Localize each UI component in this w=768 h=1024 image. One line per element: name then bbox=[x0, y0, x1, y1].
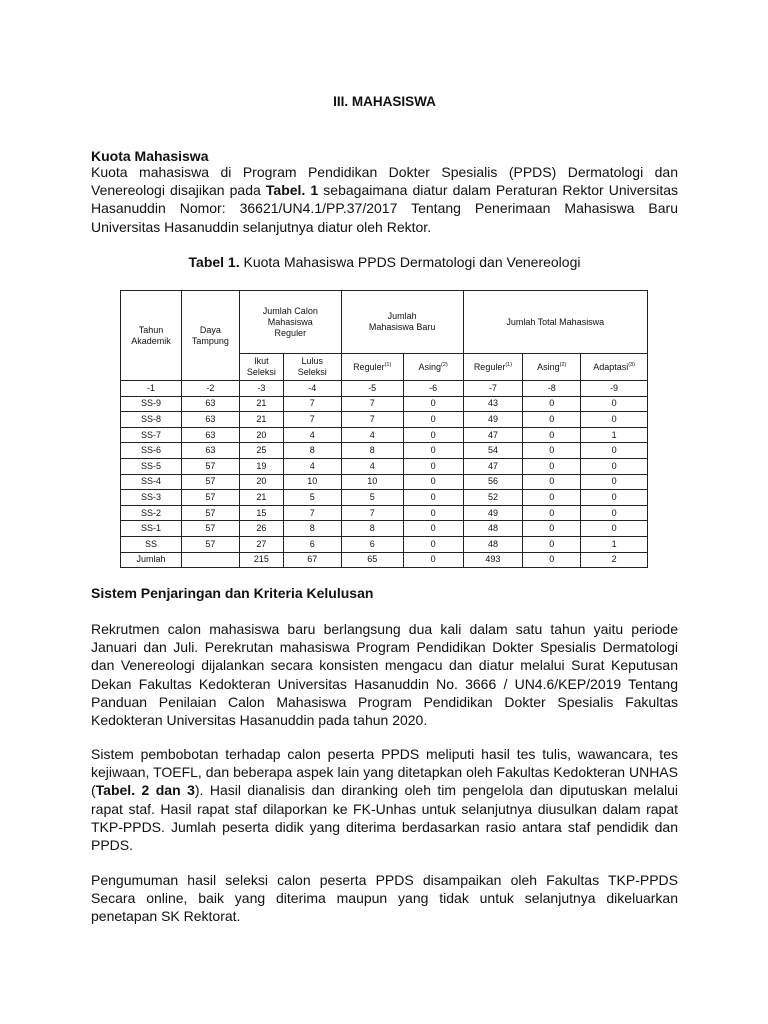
table-row bbox=[121, 490, 648, 506]
table-cell: 63 bbox=[181, 443, 239, 459]
table-cell: 49 bbox=[463, 412, 523, 428]
header-ikut-seleksi: Ikut Seleksi bbox=[239, 354, 283, 381]
table-cell: 0 bbox=[403, 474, 463, 490]
table-cell: 7 bbox=[283, 412, 341, 428]
table-cell: 19 bbox=[239, 458, 283, 474]
table-row bbox=[121, 412, 648, 428]
table-row bbox=[121, 396, 648, 412]
table-cell: 0 bbox=[523, 427, 581, 443]
table-cell: 65 bbox=[341, 552, 403, 568]
table-cell: 6 bbox=[341, 536, 403, 552]
section-title: III. MAHASISWA bbox=[333, 94, 436, 109]
table-cell: 0 bbox=[523, 396, 581, 412]
table-cell: 0 bbox=[403, 412, 463, 428]
table-cell: 63 bbox=[181, 396, 239, 412]
table-cell: 15 bbox=[239, 505, 283, 521]
table-cell: 493 bbox=[463, 552, 523, 568]
table-row bbox=[121, 474, 648, 490]
table-cell: 0 bbox=[403, 458, 463, 474]
table-cell: 0 bbox=[403, 396, 463, 412]
table-row bbox=[121, 381, 648, 397]
table-cell: 57 bbox=[181, 490, 239, 506]
table-cell: 20 bbox=[239, 427, 283, 443]
table-cell: 0 bbox=[523, 474, 581, 490]
table-cell: SS bbox=[121, 536, 182, 552]
table-cell: 0 bbox=[523, 521, 581, 537]
table-cell: 1 bbox=[581, 427, 648, 443]
table-cell: 10 bbox=[283, 474, 341, 490]
table-cell: 0 bbox=[581, 412, 648, 428]
table-cell: -6 bbox=[403, 381, 463, 397]
table-cell: 7 bbox=[341, 396, 403, 412]
header-jumlah-baru: Jumlah Mahasiswa Baru bbox=[341, 291, 463, 354]
header-jumlah-calon: Jumlah Calon Mahasiswa Reguler bbox=[239, 291, 341, 354]
header-adaptasi: Adaptasi$^{(3)}$ bbox=[581, 354, 648, 381]
table-cell: 7 bbox=[341, 505, 403, 521]
table-cell: 8 bbox=[283, 521, 341, 537]
table-cell: 57 bbox=[181, 521, 239, 537]
table-cell: SS-5 bbox=[121, 458, 182, 474]
table-cell: 10 bbox=[341, 474, 403, 490]
kuota-table bbox=[120, 290, 648, 568]
table-cell: 0 bbox=[581, 443, 648, 459]
table-cell: 48 bbox=[463, 521, 523, 537]
table-cell: 56 bbox=[463, 474, 523, 490]
table-cell: 0 bbox=[523, 490, 581, 506]
table-cell: 215 bbox=[239, 552, 283, 568]
table-header-row bbox=[121, 291, 648, 354]
kuota-paragraph: Kuota mahasiswa di Program Pendidikan Dokter Spesialis (PPDS) Dermatologi dan Venereologi disajikan pada Tabel. 1 sebagaimana diatur dalam Peraturan Rektor Universitas Hasanuddin Nomor: 36621/UN4.1/PP.37/2017 Tentang Penerimaan Mahasiswa Baru Universitas Hasanuddin selanjutnya diatur oleh Rektor. bbox=[91, 164, 678, 235]
table-cell: 8 bbox=[341, 443, 403, 459]
sistem-paragraph-1: Rekrutmen calon mahasiswa baru berlangsung dua kali dalam satu tahun yaitu periode Januari dan Juli. Perekrutan mahasiswa Program Pendidikan Dokter Spesialis Dermatologi dan Venereologi dijalankan secara konsisten mengacu dan diatur melalui Surat Keputusan Dekan Fakultas Kedokteran Universitas Hasanuddin No. 3666 / UN4.6/KEP/2019 Tentang Panduan Penilaian Calon Mahasiswa Program Pendidikan Dokter Spesialis Fakultas Kedokteran Universitas Hasanuddin pada tahun 2020. bbox=[91, 621, 678, 729]
table-cell: 0 bbox=[581, 458, 648, 474]
table-cell: 49 bbox=[463, 505, 523, 521]
table-cell: -4 bbox=[283, 381, 341, 397]
table-cell: 26 bbox=[239, 521, 283, 537]
header-reguler-baru: Reguler$^{(1)}$ bbox=[341, 354, 403, 381]
header-daya-tampung: Daya Tampung bbox=[181, 291, 239, 381]
table-cell: SS-8 bbox=[121, 412, 182, 428]
table-cell: 67 bbox=[283, 552, 341, 568]
table-cell: -8 bbox=[523, 381, 581, 397]
table-cell: 0 bbox=[403, 427, 463, 443]
table-cell: 4 bbox=[283, 458, 341, 474]
table-cell: 0 bbox=[523, 536, 581, 552]
table-cell: 4 bbox=[341, 427, 403, 443]
table-cell: 7 bbox=[341, 412, 403, 428]
table-cell: SS-9 bbox=[121, 396, 182, 412]
table-cell: 8 bbox=[341, 521, 403, 537]
table-cell: 25 bbox=[239, 443, 283, 459]
table-cell: 0 bbox=[403, 505, 463, 521]
table-cell: 5 bbox=[341, 490, 403, 506]
table-body bbox=[121, 381, 648, 568]
table-cell: 4 bbox=[341, 458, 403, 474]
table-cell: 0 bbox=[523, 458, 581, 474]
table-row bbox=[121, 552, 648, 568]
table-cell: 21 bbox=[239, 396, 283, 412]
table-cell: SS-6 bbox=[121, 443, 182, 459]
table-cell: 0 bbox=[523, 443, 581, 459]
table-cell: -7 bbox=[463, 381, 523, 397]
table-cell: 5 bbox=[283, 490, 341, 506]
table-cell: 0 bbox=[581, 474, 648, 490]
table-row bbox=[121, 458, 648, 474]
table-cell: 8 bbox=[283, 443, 341, 459]
table-cell: 57 bbox=[181, 536, 239, 552]
header-asing-baru: Asing$^{(2)}$ bbox=[403, 354, 463, 381]
table-cell: SS-1 bbox=[121, 521, 182, 537]
table-cell: 0 bbox=[403, 536, 463, 552]
table-cell: 57 bbox=[181, 474, 239, 490]
table-cell: 0 bbox=[581, 521, 648, 537]
table-cell: 57 bbox=[181, 458, 239, 474]
header-jumlah-total: Jumlah Total Mahasiswa bbox=[463, 291, 647, 354]
kuota-heading: Kuota Mahasiswa bbox=[91, 148, 209, 164]
table-cell: 21 bbox=[239, 412, 283, 428]
table-cell: 7 bbox=[283, 396, 341, 412]
table-cell: 52 bbox=[463, 490, 523, 506]
table-cell: 43 bbox=[463, 396, 523, 412]
table-cell: 0 bbox=[403, 521, 463, 537]
table-cell: -2 bbox=[181, 381, 239, 397]
table-cell: 0 bbox=[581, 505, 648, 521]
table-cell: 0 bbox=[523, 412, 581, 428]
table-row bbox=[121, 536, 648, 552]
table-cell: 0 bbox=[523, 552, 581, 568]
table-cell: 47 bbox=[463, 427, 523, 443]
table-cell: 4 bbox=[283, 427, 341, 443]
table-cell: -3 bbox=[239, 381, 283, 397]
table-cell: 1 bbox=[581, 536, 648, 552]
table-cell: 27 bbox=[239, 536, 283, 552]
table-row bbox=[121, 427, 648, 443]
table-cell: 57 bbox=[181, 505, 239, 521]
sistem-paragraph-2: Sistem pembobotan terhadap calon peserta PPDS meliputi hasil tes tulis, wawancara, tes kejiwaan, TOEFL, dan beberapa aspek lain yang ditetapkan oleh Fakultas Kedokteran UNHAS (Tabel. 2 dan 3). Hasil dianalisis dan diranking oleh tim pengelola dan diputuskan melalui rapat staf. Hasil rapat staf dilaporkan ke FK-Unhas untuk selanjutnya diusulkan dalam rapat TKP-PPDS. Jumlah peserta didik yang diterima berdasarkan rasio antara staf pendidik dan PPDS. bbox=[91, 746, 678, 854]
sistem-paragraph-3: Pengumuman hasil seleksi calon peserta PPDS disampaikan oleh Fakultas TKP-PPDS Secara online, baik yang diterima maupun yang tidak untuk selanjutnya dikeluarkan penetapan SK Rektorat. bbox=[91, 872, 678, 925]
table-cell: 0 bbox=[403, 490, 463, 506]
table-cell: Jumlah bbox=[121, 552, 182, 568]
table-cell: 21 bbox=[239, 490, 283, 506]
sistem-heading: Sistem Penjaringan dan Kriteria Kelulusan bbox=[91, 585, 374, 601]
table-cell: -5 bbox=[341, 381, 403, 397]
table-cell: 0 bbox=[581, 396, 648, 412]
table-cell: -9 bbox=[581, 381, 648, 397]
table-cell: SS-3 bbox=[121, 490, 182, 506]
table-cell: 20 bbox=[239, 474, 283, 490]
header-asing-total: Asing$^{(2)}$ bbox=[523, 354, 581, 381]
header-lulus-seleksi: Lulus Seleksi bbox=[283, 354, 341, 381]
table-cell: SS-4 bbox=[121, 474, 182, 490]
table-row bbox=[121, 505, 648, 521]
table-cell: 6 bbox=[283, 536, 341, 552]
table-cell: 0 bbox=[581, 490, 648, 506]
header-reguler-total: Reguler$^{(1)}$ bbox=[463, 354, 523, 381]
table-cell: 63 bbox=[181, 427, 239, 443]
table-cell bbox=[181, 552, 239, 568]
table-cell: SS-7 bbox=[121, 427, 182, 443]
table-cell: 7 bbox=[283, 505, 341, 521]
table-cell: 47 bbox=[463, 458, 523, 474]
table-row bbox=[121, 443, 648, 459]
table-cell: -1 bbox=[121, 381, 182, 397]
table-cell: 63 bbox=[181, 412, 239, 428]
header-tahun-akademik: Tahun Akademik bbox=[121, 291, 182, 381]
table-caption: Tabel 1. Kuota Mahasiswa PPDS Dermatologi dan Venereologi bbox=[188, 254, 581, 270]
table-cell: 48 bbox=[463, 536, 523, 552]
table-cell: 0 bbox=[403, 443, 463, 459]
table-cell: 2 bbox=[581, 552, 648, 568]
table-cell: 0 bbox=[403, 552, 463, 568]
table-cell: 0 bbox=[523, 505, 581, 521]
table-cell: SS-2 bbox=[121, 505, 182, 521]
table-cell: 54 bbox=[463, 443, 523, 459]
table-row bbox=[121, 521, 648, 537]
